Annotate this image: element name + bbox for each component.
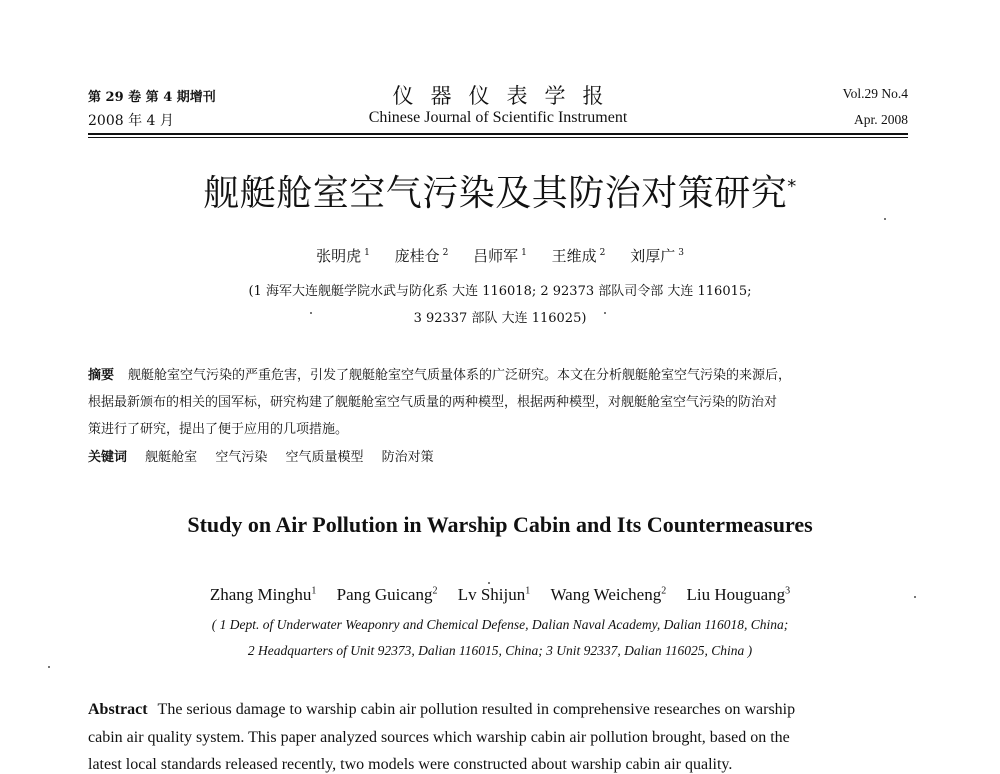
date-en: Apr. 2008 bbox=[854, 112, 908, 127]
affiliation-cn-line: 3 92337 部队 大连 116025) bbox=[413, 311, 587, 326]
keywords-cn bbox=[88, 446, 448, 465]
header-rule-thin bbox=[88, 137, 908, 138]
author-en: Zhang Minghu$^1$ bbox=[209, 585, 317, 604]
volume-en: Vol.29 No.4 bbox=[842, 86, 908, 101]
keywords-cn-label: 关键词 bbox=[88, 450, 128, 465]
author-en: Wang Weicheng$^2$ bbox=[550, 585, 667, 604]
journal-header-row-2 bbox=[88, 108, 908, 132]
affiliation-en-line: ( 1 Dept. of Underwater Weaponry and Chemical Defense, Dalian Naval Academy, Dalian 116018, China; bbox=[211, 617, 789, 632]
author-en: Lv Shijun$^1$ bbox=[457, 585, 531, 604]
paper-title-en: Study on Air Pollution in Warship Cabin and Its Countermeasures bbox=[187, 512, 813, 537]
scan-speck bbox=[604, 312, 606, 314]
affiliation-cn-line: (1 海军大连舰艇学院水武与防化系 大连 116018; 2 92373 部队司令部 大连 116015; bbox=[248, 284, 752, 299]
author-cn: 王维成 $^2$ bbox=[551, 247, 606, 265]
keyword-term: 防治对策 bbox=[381, 450, 434, 465]
scan-speck bbox=[310, 312, 312, 314]
author-cn: 吕师军 $^1$ bbox=[473, 247, 527, 265]
abstract-cn-line: 摘要 舰艇舱室空气污染的严重危害，引发了舰艇舱室空气质量体系的广泛研究。本文在分析舰艇舱室空气污染的来源后， bbox=[88, 368, 792, 383]
author-cn: 刘厚广 $^3$ bbox=[630, 247, 684, 265]
journal-name-en: Chinese Journal of Scientific Instrument bbox=[368, 109, 628, 126]
volume-cn: 第 29 卷 第 4 期增刊 bbox=[88, 90, 216, 105]
paper-title-cn bbox=[0, 165, 1000, 216]
date-cn: 2008 年 4 月 bbox=[88, 113, 174, 129]
abstract-cn-line: 策进行了研究，提出了便于应用的几项措施。 bbox=[88, 422, 349, 437]
author-list-cn bbox=[0, 245, 1000, 266]
abstract-en-line: cabin air quality system. This paper analyzed sources which warship cabin air pollution brought, based on the bbox=[88, 729, 790, 746]
scan-speck bbox=[488, 582, 490, 584]
journal-name-cn: 仪器仪表学报 bbox=[392, 84, 621, 108]
title-footnote-mark: * bbox=[787, 176, 797, 197]
author-en: Pang Guicang$^2$ bbox=[336, 585, 438, 604]
abstract-cn-label: 摘要 bbox=[88, 368, 115, 383]
affiliation-en-line: 2 Headquarters of Unit 92373, Dalian 116015, China; 3 Unit 92337, Dalian 116025, China ) bbox=[247, 643, 753, 658]
keyword-term: 空气污染 bbox=[215, 450, 268, 465]
author-cn: 张明虎 $^1$ bbox=[316, 247, 370, 265]
paper-title-cn-text: 舰艇舱室空气污染及其防治对策研究 bbox=[203, 173, 788, 214]
abstract-cn-line: 根据最新颁布的相关的国军标，研究构建了舰艇舱室空气质量的两种模型，根据两种模型，对舰艇舱室空气污染的防治对 bbox=[88, 395, 778, 410]
author-cn: 庞桂仓 $^2$ bbox=[394, 247, 449, 265]
scan-speck bbox=[884, 218, 886, 220]
header-rule-thick bbox=[88, 133, 908, 135]
keyword-term: 空气质量模型 bbox=[285, 450, 364, 465]
journal-header-row-1 bbox=[88, 80, 908, 110]
keyword-term: 舰艇舱室 bbox=[145, 450, 198, 465]
scan-speck bbox=[48, 666, 50, 668]
author-en: Liu Houguang$^3$ bbox=[686, 585, 791, 604]
author-list-en bbox=[0, 585, 1000, 605]
abstract-en-line: Abstract The serious damage to warship cabin air pollution resulted in comprehensive researches on warship bbox=[88, 701, 796, 718]
scan-speck bbox=[914, 596, 916, 598]
abstract-en-line: latest local standards released recently, two models were constructed about warship cabin air quality. bbox=[88, 756, 733, 773]
abstract-en-label: Abstract bbox=[88, 701, 148, 718]
